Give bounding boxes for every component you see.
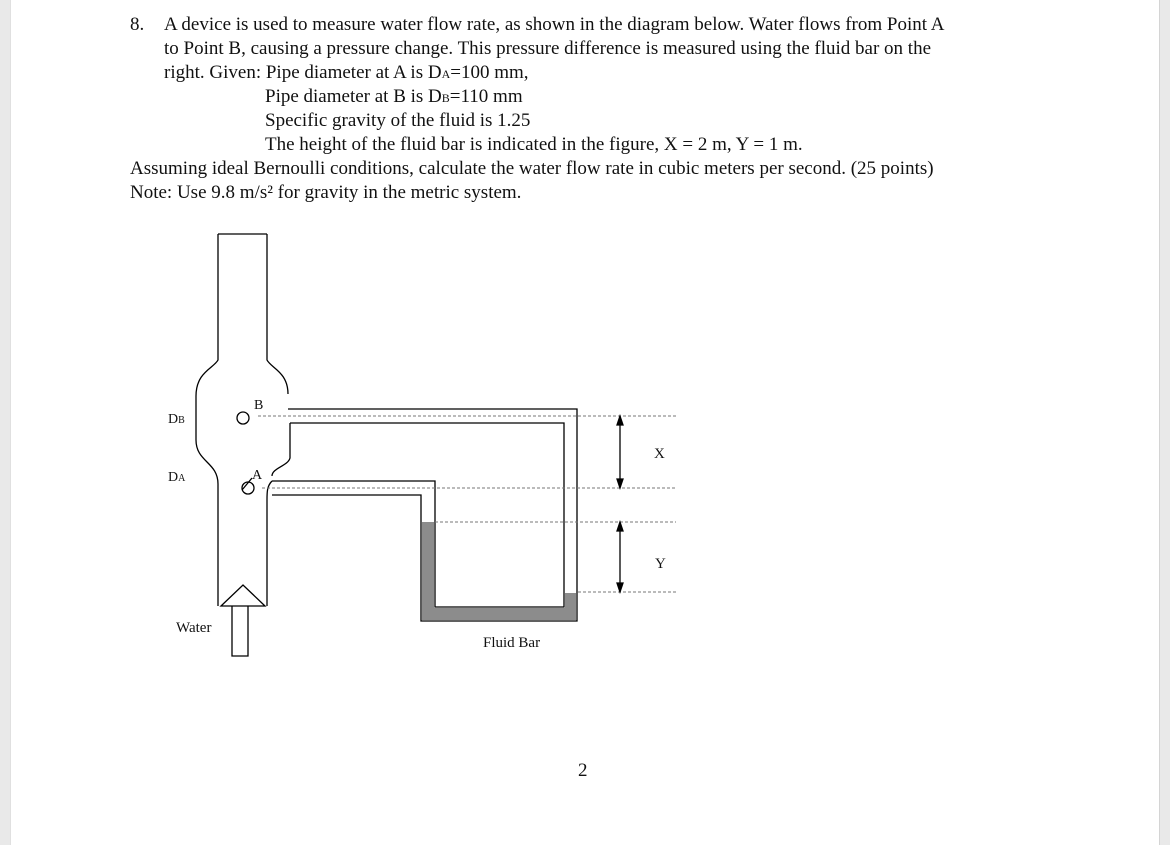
given-da-text: right. Given: Pipe diameter at A is D: [164, 62, 442, 83]
given-specific-gravity: Specific gravity of the fluid is 1.25: [265, 110, 531, 131]
point-a-label: A: [252, 468, 263, 483]
manometer-inner-tube: [272, 423, 564, 607]
label-db: [168, 412, 185, 427]
water-inlet-arrow: [221, 585, 265, 656]
label-da-sub: A: [178, 473, 186, 484]
given-db-value: =110 mm: [449, 86, 523, 107]
label-db-sub: B: [178, 415, 185, 426]
pipe-right-wall-upper: [267, 234, 288, 394]
given-db-text: Pipe diameter at B is D: [265, 86, 442, 107]
fluid-bottom: [422, 608, 576, 620]
given-da-value: =100 mm,: [450, 62, 529, 83]
point-b-label: B: [254, 398, 264, 413]
pipe-right-wall-mid: [272, 423, 290, 476]
problem-note: Note: Use 9.8 m/s² for gravity in the metric system.: [130, 182, 522, 203]
dimension-x-label: X: [654, 446, 665, 462]
water-label: Water: [176, 620, 212, 636]
dimension-y-arrow-top: [617, 522, 623, 531]
dimension-x-arrow-top: [617, 416, 623, 425]
problem-question: Assuming ideal Bernoulli conditions, calculate the water flow rate in cubic meters per second. (25 points): [130, 158, 934, 179]
point-b-marker: [237, 412, 249, 424]
problem-line-1: A device is used to measure water flow rate, as shown in the diagram below. Water flows from Point A: [164, 14, 945, 35]
problem-number: 8.: [130, 14, 145, 35]
pipe-left-wall: [196, 234, 218, 606]
fluid-bar-label: Fluid Bar: [483, 635, 541, 651]
label-da-main: D: [168, 470, 179, 485]
dimension-x-arrow-bottom: [617, 479, 623, 488]
label-da: [168, 470, 186, 485]
given-da-subscript: A: [441, 67, 451, 81]
given-fluid-heights: The height of the fluid bar is indicated in the figure, X = 2 m, Y = 1 m.: [265, 134, 803, 155]
problem-line-2: to Point B, causing a pressure change. This pressure difference is measured using the fluid bar on the: [164, 38, 932, 59]
page-number: 2: [578, 760, 588, 781]
fluid-left-column: [422, 522, 434, 620]
dimension-y-arrow-bottom: [617, 583, 623, 592]
label-db-main: D: [168, 412, 179, 427]
fluid-right-column: [565, 593, 576, 620]
pipe-right-wall-lower: [267, 481, 272, 606]
given-db-subscript: B: [441, 91, 450, 105]
dimension-y-label: Y: [655, 556, 666, 572]
